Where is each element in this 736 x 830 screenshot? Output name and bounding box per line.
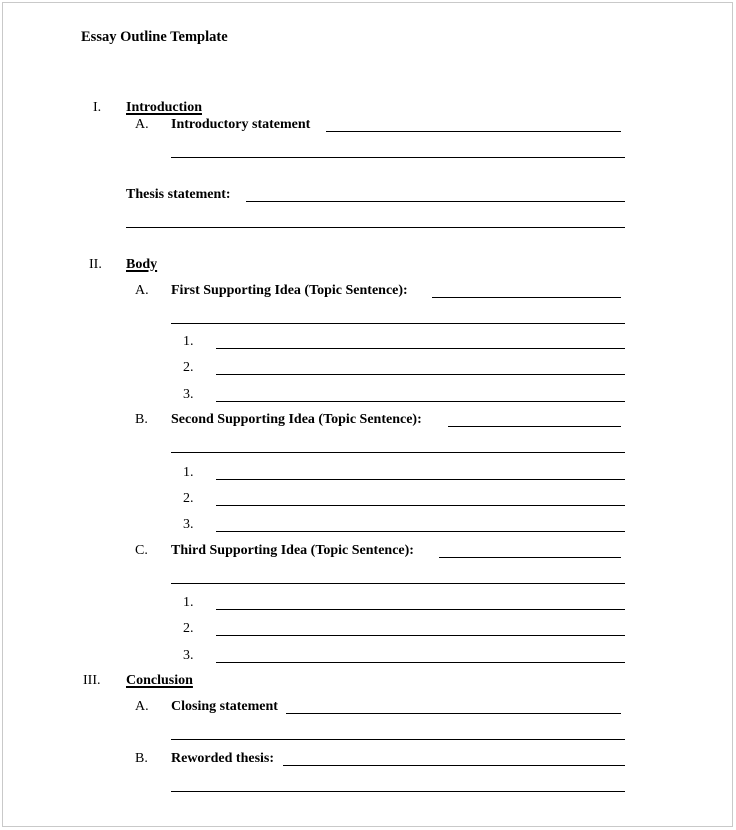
second-idea-item-line-2[interactable] bbox=[216, 505, 625, 506]
second-idea-item-number-1: 1. bbox=[183, 465, 194, 480]
first-supporting-idea-label: First Supporting Idea (Topic Sentence): bbox=[171, 283, 408, 298]
third-supporting-idea-label: Third Supporting Idea (Topic Sentence): bbox=[171, 543, 414, 558]
third-idea-item-number-3: 3. bbox=[183, 648, 194, 663]
closing-statement-line[interactable] bbox=[286, 713, 621, 714]
section-numeral-conclusion: III. bbox=[83, 673, 101, 688]
second-idea-item-line-3[interactable] bbox=[216, 531, 625, 532]
conclusion-b-letter: B. bbox=[135, 751, 148, 766]
body-b-letter: B. bbox=[135, 412, 148, 427]
first-supporting-idea-line[interactable] bbox=[432, 297, 621, 298]
intro-a-letter: A. bbox=[135, 117, 149, 132]
thesis-statement-line-2[interactable] bbox=[126, 227, 625, 228]
third-supporting-idea-line[interactable] bbox=[439, 557, 621, 558]
section-heading-introduction: Introduction bbox=[126, 100, 202, 115]
closing-statement-label: Closing statement bbox=[171, 699, 278, 714]
first-idea-item-line-3[interactable] bbox=[216, 401, 625, 402]
section-numeral-body: II. bbox=[89, 257, 102, 272]
third-idea-item-line-3[interactable] bbox=[216, 662, 625, 663]
first-idea-item-line-1[interactable] bbox=[216, 348, 625, 349]
first-idea-item-number-3: 3. bbox=[183, 387, 194, 402]
section-heading-body: Body bbox=[126, 257, 158, 272]
third-idea-item-line-1[interactable] bbox=[216, 609, 625, 610]
closing-statement-line-2[interactable] bbox=[171, 739, 625, 740]
first-supporting-idea-line-2[interactable] bbox=[171, 323, 625, 324]
thesis-statement-label: Thesis statement: bbox=[126, 187, 231, 202]
first-idea-item-line-2[interactable] bbox=[216, 374, 625, 375]
page-title: Essay Outline Template bbox=[81, 29, 228, 45]
second-idea-item-number-3: 3. bbox=[183, 517, 194, 532]
reworded-thesis-line-2[interactable] bbox=[171, 791, 625, 792]
body-c-letter: C. bbox=[135, 543, 148, 558]
third-supporting-idea-line-2[interactable] bbox=[171, 583, 625, 584]
second-idea-item-number-2: 2. bbox=[183, 491, 194, 506]
reworded-thesis-line[interactable] bbox=[283, 765, 625, 766]
second-supporting-idea-line-2[interactable] bbox=[171, 452, 625, 453]
body-a-letter: A. bbox=[135, 283, 149, 298]
third-idea-item-number-2: 2. bbox=[183, 621, 194, 636]
first-idea-item-number-1: 1. bbox=[183, 334, 194, 349]
introductory-statement-line-2[interactable] bbox=[171, 157, 625, 158]
second-idea-item-line-1[interactable] bbox=[216, 479, 625, 480]
second-supporting-idea-line[interactable] bbox=[448, 426, 621, 427]
section-heading-conclusion: Conclusion bbox=[126, 673, 193, 688]
second-supporting-idea-label: Second Supporting Idea (Topic Sentence): bbox=[171, 412, 422, 427]
third-idea-item-number-1: 1. bbox=[183, 595, 194, 610]
introductory-statement-label: Introductory statement bbox=[171, 117, 311, 132]
conclusion-a-letter: A. bbox=[135, 699, 149, 714]
first-idea-item-number-2: 2. bbox=[183, 360, 194, 375]
thesis-statement-line[interactable] bbox=[246, 201, 625, 202]
reworded-thesis-label: Reworded thesis: bbox=[171, 751, 275, 766]
introductory-statement-line[interactable] bbox=[326, 131, 621, 132]
section-numeral-intro: I. bbox=[93, 100, 102, 115]
third-idea-item-line-2[interactable] bbox=[216, 635, 625, 636]
